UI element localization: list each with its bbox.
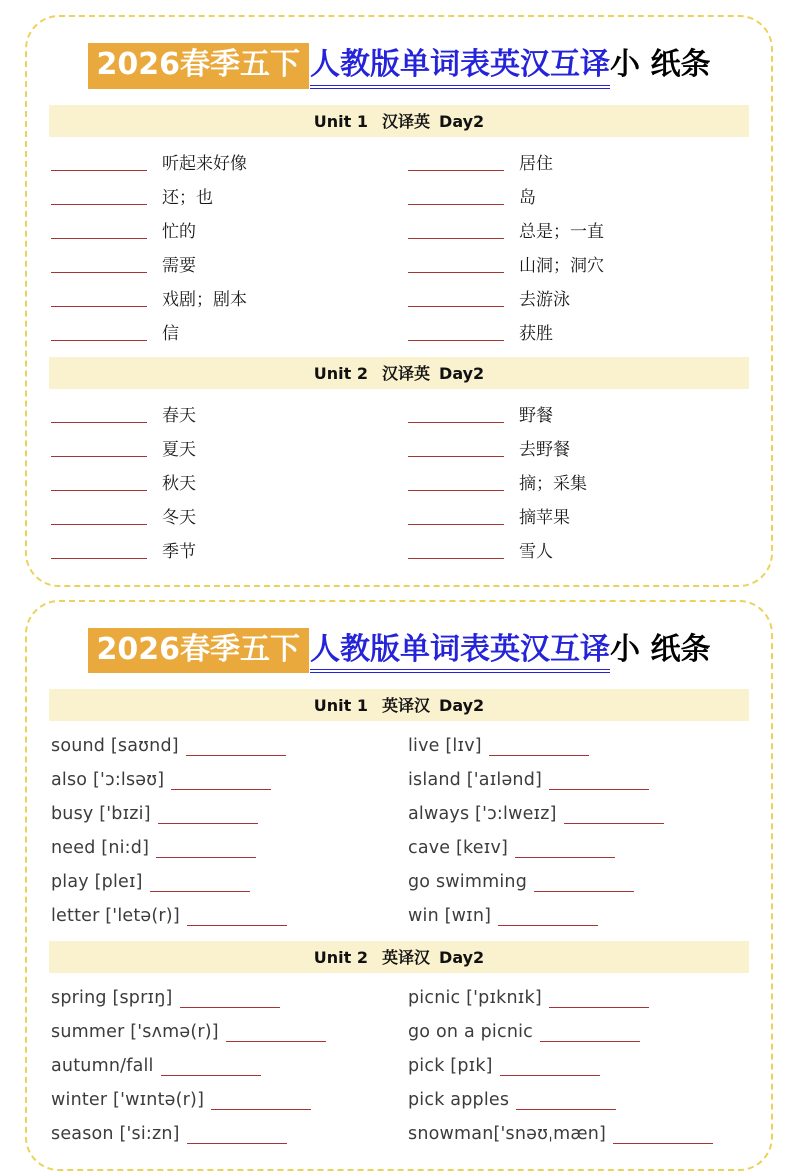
answer-blank	[226, 1041, 326, 1042]
answer-blank	[186, 755, 286, 756]
word-row	[408, 729, 749, 763]
word-text: snowman['snəʊˌmæn]	[408, 1124, 606, 1144]
word-row	[51, 315, 408, 349]
answer-blank	[613, 1143, 713, 1144]
word-row	[51, 1049, 408, 1083]
word-grid	[49, 979, 749, 1153]
word-row	[51, 865, 408, 899]
word-text: spring [sprɪŋ]	[51, 988, 173, 1008]
word-row	[51, 281, 408, 315]
worksheet-card-en-to-cn	[25, 600, 773, 1171]
section-mode-label: 汉译英	[382, 364, 430, 383]
answer-blank	[51, 170, 147, 171]
section-mode-label: 英译汉	[382, 948, 430, 967]
word-text: 岛	[519, 183, 536, 208]
title-suffix: 小 纸条	[610, 46, 710, 84]
word-text: island ['aɪlənd]	[408, 770, 542, 790]
answer-blank	[187, 925, 287, 926]
word-text: 雪人	[519, 537, 553, 562]
title-suffix: 小 纸条	[610, 631, 710, 669]
answer-blank	[51, 558, 147, 559]
word-row	[408, 797, 749, 831]
word-text: win [wɪn]	[408, 906, 491, 926]
word-row	[51, 533, 408, 567]
word-row	[51, 465, 408, 499]
sections-container	[49, 689, 749, 1153]
word-row	[408, 899, 749, 933]
word-grid	[49, 395, 749, 569]
answer-blank	[549, 789, 649, 790]
word-text: 摘；采集	[519, 469, 587, 494]
word-row	[51, 1083, 408, 1117]
section-header	[49, 941, 749, 973]
word-row	[408, 213, 749, 247]
answer-blank	[540, 1041, 640, 1042]
word-text: 野餐	[519, 401, 553, 426]
answer-blank	[408, 272, 504, 273]
answer-blank	[408, 422, 504, 423]
word-row	[51, 213, 408, 247]
section-day-label: Day2	[439, 948, 484, 967]
word-text: picnic ['pɪknɪk]	[408, 988, 542, 1008]
word-row	[408, 315, 749, 349]
answer-blank	[515, 857, 615, 858]
word-row	[51, 899, 408, 933]
word-row	[51, 145, 408, 179]
word-row	[408, 1117, 749, 1151]
word-text: 总是；一直	[519, 217, 604, 242]
answer-blank	[489, 755, 589, 756]
section-day-label: Day2	[439, 364, 484, 383]
word-text: 获胜	[519, 319, 553, 344]
word-text: cave [keɪv]	[408, 838, 508, 858]
answer-blank	[51, 306, 147, 307]
word-text: 听起来好像	[162, 149, 247, 174]
answer-blank	[51, 422, 147, 423]
word-text: busy ['bɪzi]	[51, 804, 151, 824]
answer-blank	[408, 204, 504, 205]
section-unit-label: Unit 2	[314, 364, 368, 383]
word-row	[51, 831, 408, 865]
word-row	[408, 465, 749, 499]
sections-container	[49, 105, 749, 569]
title-badge: 2026春季五下	[88, 628, 310, 674]
answer-blank	[161, 1075, 261, 1076]
section-header	[49, 689, 749, 721]
word-row	[51, 1117, 408, 1151]
word-text: 摘苹果	[519, 503, 570, 528]
answer-blank	[534, 891, 634, 892]
section-unit-label: Unit 1	[314, 112, 368, 131]
answer-blank	[408, 558, 504, 559]
section-mode-label: 汉译英	[382, 112, 430, 131]
word-row	[51, 431, 408, 465]
answer-blank	[408, 170, 504, 171]
word-row	[51, 397, 408, 431]
answer-blank	[51, 490, 147, 491]
word-text: summer ['sʌmə(r)]	[51, 1022, 219, 1042]
word-text: need [ni:d]	[51, 838, 149, 858]
word-row	[51, 247, 408, 281]
word-text: go on a picnic	[408, 1022, 533, 1042]
answer-blank	[408, 306, 504, 307]
word-row	[408, 865, 749, 899]
answer-blank	[51, 272, 147, 273]
worksheet-card-cn-to-en	[25, 15, 773, 587]
word-row	[408, 281, 749, 315]
word-row	[51, 179, 408, 213]
word-row	[51, 797, 408, 831]
word-text: season ['si:zn]	[51, 1124, 180, 1144]
answer-blank	[51, 238, 147, 239]
answer-blank	[549, 1007, 649, 1008]
word-text: pick apples	[408, 1090, 509, 1110]
section-unit-label: Unit 1	[314, 696, 368, 715]
word-row	[408, 431, 749, 465]
answer-blank	[156, 857, 256, 858]
word-text: 春天	[162, 401, 196, 426]
word-row	[51, 1015, 408, 1049]
word-row	[51, 981, 408, 1015]
worksheet-title	[49, 628, 749, 674]
word-row	[408, 179, 749, 213]
answer-blank	[51, 456, 147, 457]
answer-blank	[158, 823, 258, 824]
word-row	[408, 1049, 749, 1083]
section-day-label: Day2	[439, 696, 484, 715]
word-text: play [pleɪ]	[51, 872, 143, 892]
section-header	[49, 357, 749, 389]
word-row	[408, 533, 749, 567]
word-text: sound [saʊnd]	[51, 736, 179, 756]
word-text: 居住	[519, 149, 553, 174]
word-row	[408, 145, 749, 179]
word-row	[408, 397, 749, 431]
word-text: 山洞；洞穴	[519, 251, 604, 276]
word-text: 冬天	[162, 503, 196, 528]
word-text: 信	[162, 319, 179, 344]
word-row	[408, 247, 749, 281]
word-text: 秋天	[162, 469, 196, 494]
word-text: go swimming	[408, 872, 527, 892]
answer-blank	[408, 490, 504, 491]
answer-blank	[150, 891, 250, 892]
answer-blank	[408, 456, 504, 457]
answer-blank	[408, 238, 504, 239]
word-row	[408, 763, 749, 797]
word-row	[51, 499, 408, 533]
word-text: 还；也	[162, 183, 213, 208]
title-blue-text: 人教版单词表英汉互译	[310, 631, 610, 674]
word-text: autumn/fall	[51, 1056, 154, 1076]
section-unit-label: Unit 2	[314, 948, 368, 967]
word-row	[408, 1015, 749, 1049]
answer-blank	[564, 823, 664, 824]
answer-blank	[408, 524, 504, 525]
answer-blank	[51, 340, 147, 341]
word-row	[408, 499, 749, 533]
answer-blank	[211, 1109, 311, 1110]
word-row	[51, 763, 408, 797]
word-row	[408, 831, 749, 865]
worksheet-title	[49, 43, 749, 89]
answer-blank	[500, 1075, 600, 1076]
word-text: letter ['letə(r)]	[51, 906, 180, 926]
section-day-label: Day2	[439, 112, 484, 131]
word-text: also ['ɔ:lsəʊ]	[51, 770, 164, 790]
word-text: always ['ɔ:lweɪz]	[408, 804, 557, 824]
answer-blank	[408, 340, 504, 341]
answer-blank	[187, 1143, 287, 1144]
word-row	[408, 1083, 749, 1117]
word-text: 需要	[162, 251, 196, 276]
section-mode-label: 英译汉	[382, 696, 430, 715]
word-text: 去游泳	[519, 285, 570, 310]
answer-blank	[51, 204, 147, 205]
word-row	[51, 729, 408, 763]
title-blue-text: 人教版单词表英汉互译	[310, 46, 610, 89]
word-text: 戏剧；剧本	[162, 285, 247, 310]
answer-blank	[498, 925, 598, 926]
answer-blank	[171, 789, 271, 790]
answer-blank	[516, 1109, 616, 1110]
answer-blank	[180, 1007, 280, 1008]
word-row	[408, 981, 749, 1015]
word-text: winter ['wɪntə(r)]	[51, 1090, 204, 1110]
word-grid	[49, 727, 749, 935]
word-text: 去野餐	[519, 435, 570, 460]
word-text: 季节	[162, 537, 196, 562]
word-text: pick [pɪk]	[408, 1056, 493, 1076]
section-header	[49, 105, 749, 137]
word-grid	[49, 143, 749, 351]
answer-blank	[51, 524, 147, 525]
title-badge: 2026春季五下	[88, 43, 310, 89]
word-text: 忙的	[162, 217, 196, 242]
word-text: live [lɪv]	[408, 736, 482, 756]
word-text: 夏天	[162, 435, 196, 460]
